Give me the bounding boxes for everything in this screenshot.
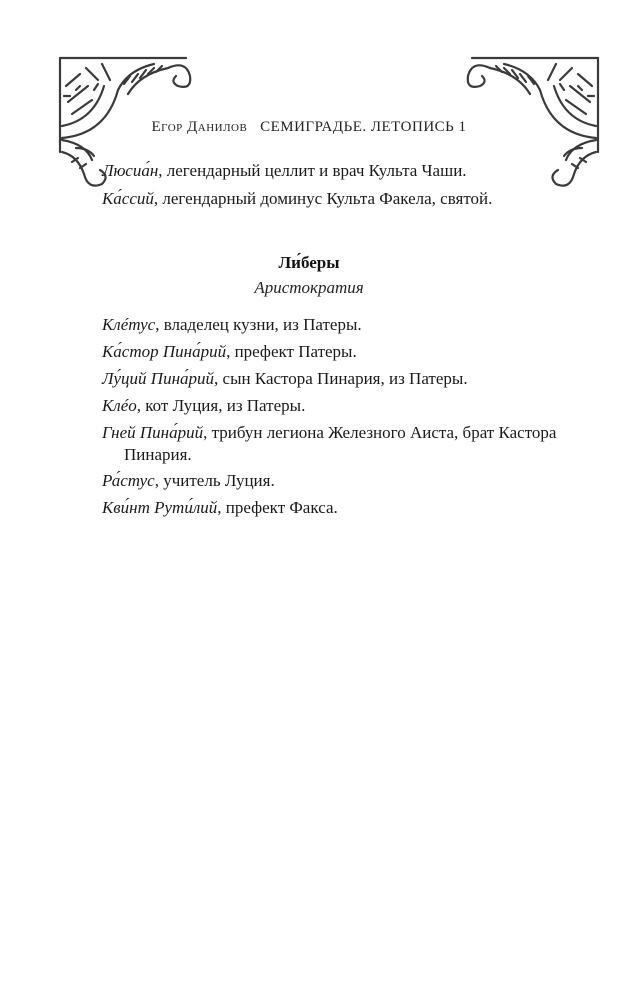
character-desc: , учитель Луция. bbox=[154, 471, 275, 490]
character-name: Лу́ций Пина́рий bbox=[102, 369, 215, 388]
character-name: Люсиа́н bbox=[102, 161, 159, 180]
character-desc: , кот Луция, из Патеры. bbox=[136, 396, 306, 415]
character-name: Ра́стус bbox=[102, 471, 155, 490]
character-desc: , сын Кастора Пинария, из Патеры. bbox=[214, 369, 468, 388]
character-name: Клéо bbox=[102, 396, 137, 415]
list-item bbox=[102, 341, 562, 363]
list-item bbox=[102, 497, 562, 519]
list-item bbox=[102, 470, 562, 492]
section-subtitle: Аристократия bbox=[254, 278, 364, 297]
character-name: Ка́стор Пина́рий bbox=[102, 342, 227, 361]
section-title: Ли́беры bbox=[278, 253, 340, 272]
list-item bbox=[102, 160, 562, 182]
character-desc: , префект Факса. bbox=[217, 498, 338, 517]
list-item bbox=[102, 422, 564, 466]
character-desc: , легендарный доминус Культа Факела, святой. bbox=[153, 189, 493, 208]
character-name: Кви́нт Рути́лий bbox=[102, 498, 218, 517]
character-name: Клéтус bbox=[102, 315, 156, 334]
character-desc: , префект Патеры. bbox=[226, 342, 357, 361]
character-desc: , владелец кузни, из Патеры. bbox=[155, 315, 362, 334]
running-head bbox=[0, 116, 618, 136]
character-desc: , трибун легиона Железного Аиста, брат Кастора Пинария. bbox=[124, 423, 557, 464]
list-item bbox=[102, 314, 562, 336]
list-item bbox=[102, 188, 562, 210]
list-item bbox=[102, 395, 562, 417]
book-title: СЕМИГРАДЬЕ. ЛЕТОПИСЬ 1 bbox=[260, 119, 467, 135]
character-desc: , легендарный целлит и врач Культа Чаши. bbox=[158, 161, 467, 180]
character-name: Ка́ссий bbox=[102, 189, 154, 208]
author-name: Егор Данилов bbox=[151, 119, 248, 135]
character-name: Гней Пина́рий bbox=[102, 423, 204, 442]
list-item bbox=[102, 368, 562, 390]
